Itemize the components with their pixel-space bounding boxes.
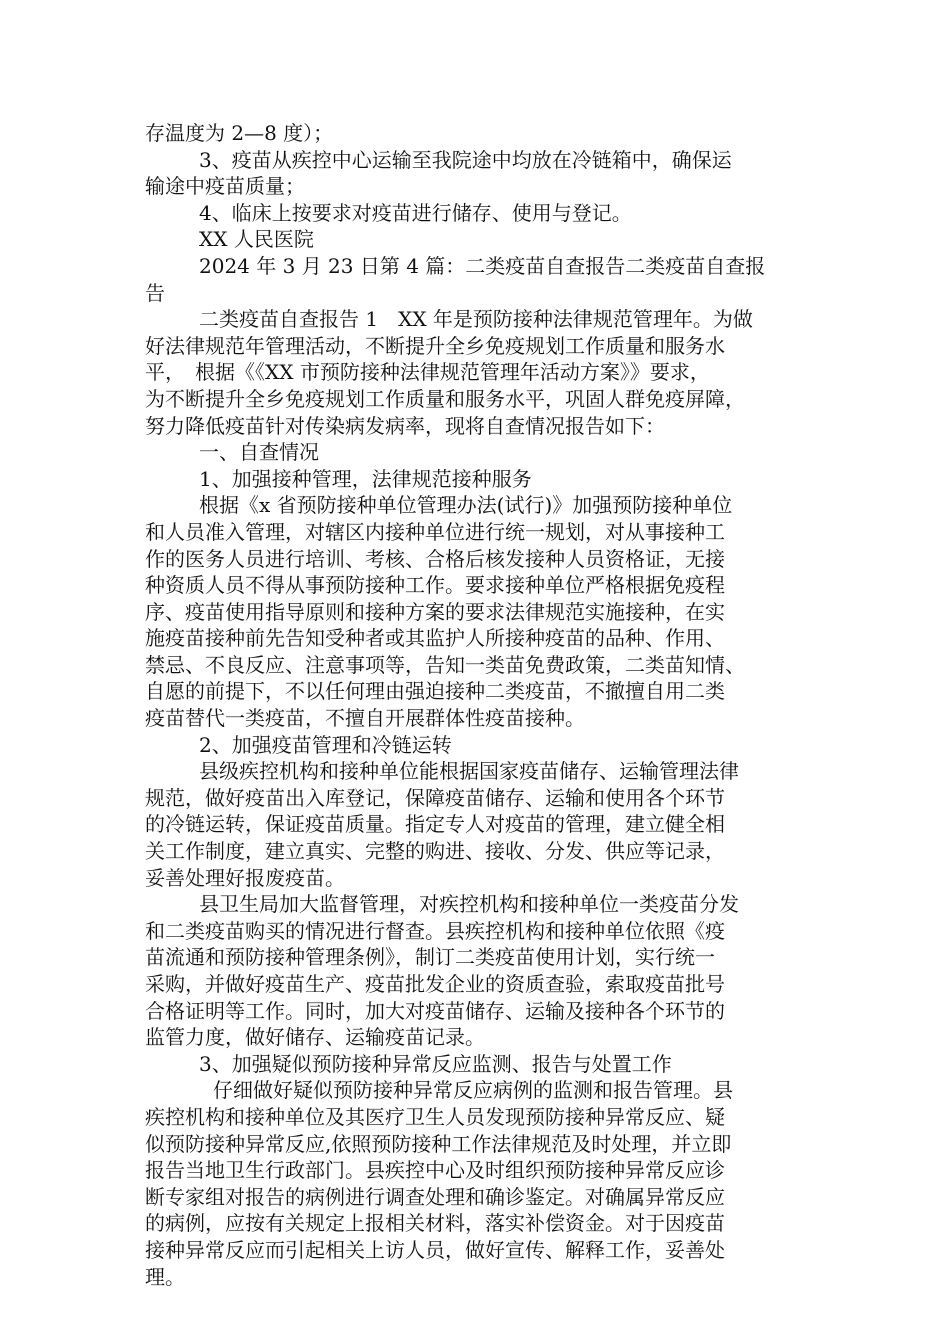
text-line: 存温度为 2—8 度）； [145,121,334,145]
text-line: 平， 根据《《XX 市预防接种法律规范管理年活动方案》》要求， [145,360,710,385]
text-line: 县级疾控机构和接种单位能根据国家疫苗储存、运输管理法律 [199,759,739,784]
text-line: 二类疫苗自查报告 1 XX 年是预防接种法律规范管理年。为做 [199,307,753,332]
text-line: 输途中疫苗质量； [145,174,305,199]
text-line: 2024 年 3 月 23 日第 4 篇：二类疫苗自查报告二类疫苗自查报 [199,253,766,278]
text-line: 规范，做好疫苗出入库登记，保障疫苗储存、运输和使用各个环节 [145,785,725,810]
text-line: 1、加强接种管理，法律规范接种服务 [199,466,532,491]
text-line: 根据《x 省预防接种单位管理办法(试行)》加强预防接种单位 [199,493,733,518]
text-line: 关工作制度，建立真实、完整的购进、接收、分发、供应等记录， [145,839,725,864]
text-line: 断专家组对报告的病例进行调查处理和确诊鉴定。对确属异常反应 [145,1184,725,1209]
text-line: 3、疫苗从疾控中心运输至我院途中均放在冷链箱中，确保运 [199,147,732,172]
text-line: 自愿的前提下，不以任何理由强迫接种二类疫苗，不撤擅自用二类 [145,679,725,704]
document-page [145,120,810,1290]
text-line: 似预防接种异常反应,依照预防接种工作法律规范及时处理，并立即 [145,1131,732,1156]
text-line: 3、加强疑似预防接种异常反应监测、报告与处置工作 [199,1051,672,1076]
text-line: 和人员准入管理，对辖区内接种单位进行统一规划，对从事接种工 [145,519,725,544]
text-line: 疾控机构和接种单位及其医疗卫生人员发现预防接种异常反应、疑 [145,1104,725,1129]
text-line: 仔细做好疑似预防接种异常反应病例的监测和报告管理。县 [213,1078,733,1103]
text-line: 理。 [145,1264,185,1289]
text-line: 妥善处理好报废疫苗。 [145,865,345,890]
text-line: 告 [145,280,165,305]
text-line: 为不断提升全乡免疫规划工作质量和服务水平，巩固人群免疫屏障， [145,386,745,411]
text-line: 监管力度，做好储存、运输疫苗记录。 [145,1025,485,1050]
text-line: 的冷链运转，保证疫苗质量。指定专人对疫苗的管理，建立健全相 [145,812,725,837]
text-line: 的病例，应按有关规定上报相关材料，落实补偿资金。对于因疫苗 [145,1211,725,1236]
text-line: 禁忌、不良反应、注意事项等，告知一类苗免费政策，二类苗知情、 [145,652,745,677]
text-line: 好法律规范年管理活动，不断提升全乡免疫规划工作质量和服务水 [145,333,725,358]
text-line: 一、自查情况 [199,440,319,465]
text-line: 接种异常反应而引起相关上访人员，做好宣传、解释工作，妥善处 [145,1237,725,1262]
text-line: 和二类疫苗购买的情况进行督查。县疾控机构和接种单位依照《疫 [145,918,725,943]
text-line: 苗流通和预防接种管理条例》，制订二类疫苗使用计划，实行统一 [145,945,715,970]
text-line: 序、疫苗使用指导原则和接种方案的要求法律规范实施接种，在实 [145,599,725,624]
text-line: 努力降低疫苗针对传染病发病率，现将自查情况报告如下： [145,413,665,438]
text-line: 合格证明等工作。同时，加大对疫苗储存、运输及接种各个环节的 [145,998,725,1023]
text-line: 报告当地卫生行政部门。县疾控中心及时组织预防接种异常反应诊 [145,1158,725,1183]
text-line: 采购，并做好疫苗生产、疫苗批发企业的资质查验，索取疫苗批号 [145,972,725,996]
text-line: XX 人民医院 [199,227,314,252]
text-line: 4、临床上按要求对疫苗进行储存、使用与登记。 [199,200,632,225]
text-line: 作的医务人员进行培训、考核、合格后核发接种人员资格证，无接 [145,546,725,571]
text-line: 种资质人员不得从事预防接种工作。要求接种单位严格根据免疫程 [145,573,725,598]
text-line: 施疫苗接种前先告知受种者或其监护人所接种疫苗的品种、作用、 [145,626,725,651]
text-line: 2、加强疫苗管理和冷链运转 [199,732,452,757]
text-line: 疫苗替代一类疫苗，不擅自开展群体性疫苗接种。 [145,706,585,731]
text-line: 县卫生局加大监督管理，对疾控机构和接种单位一类疫苗分发 [199,892,739,917]
